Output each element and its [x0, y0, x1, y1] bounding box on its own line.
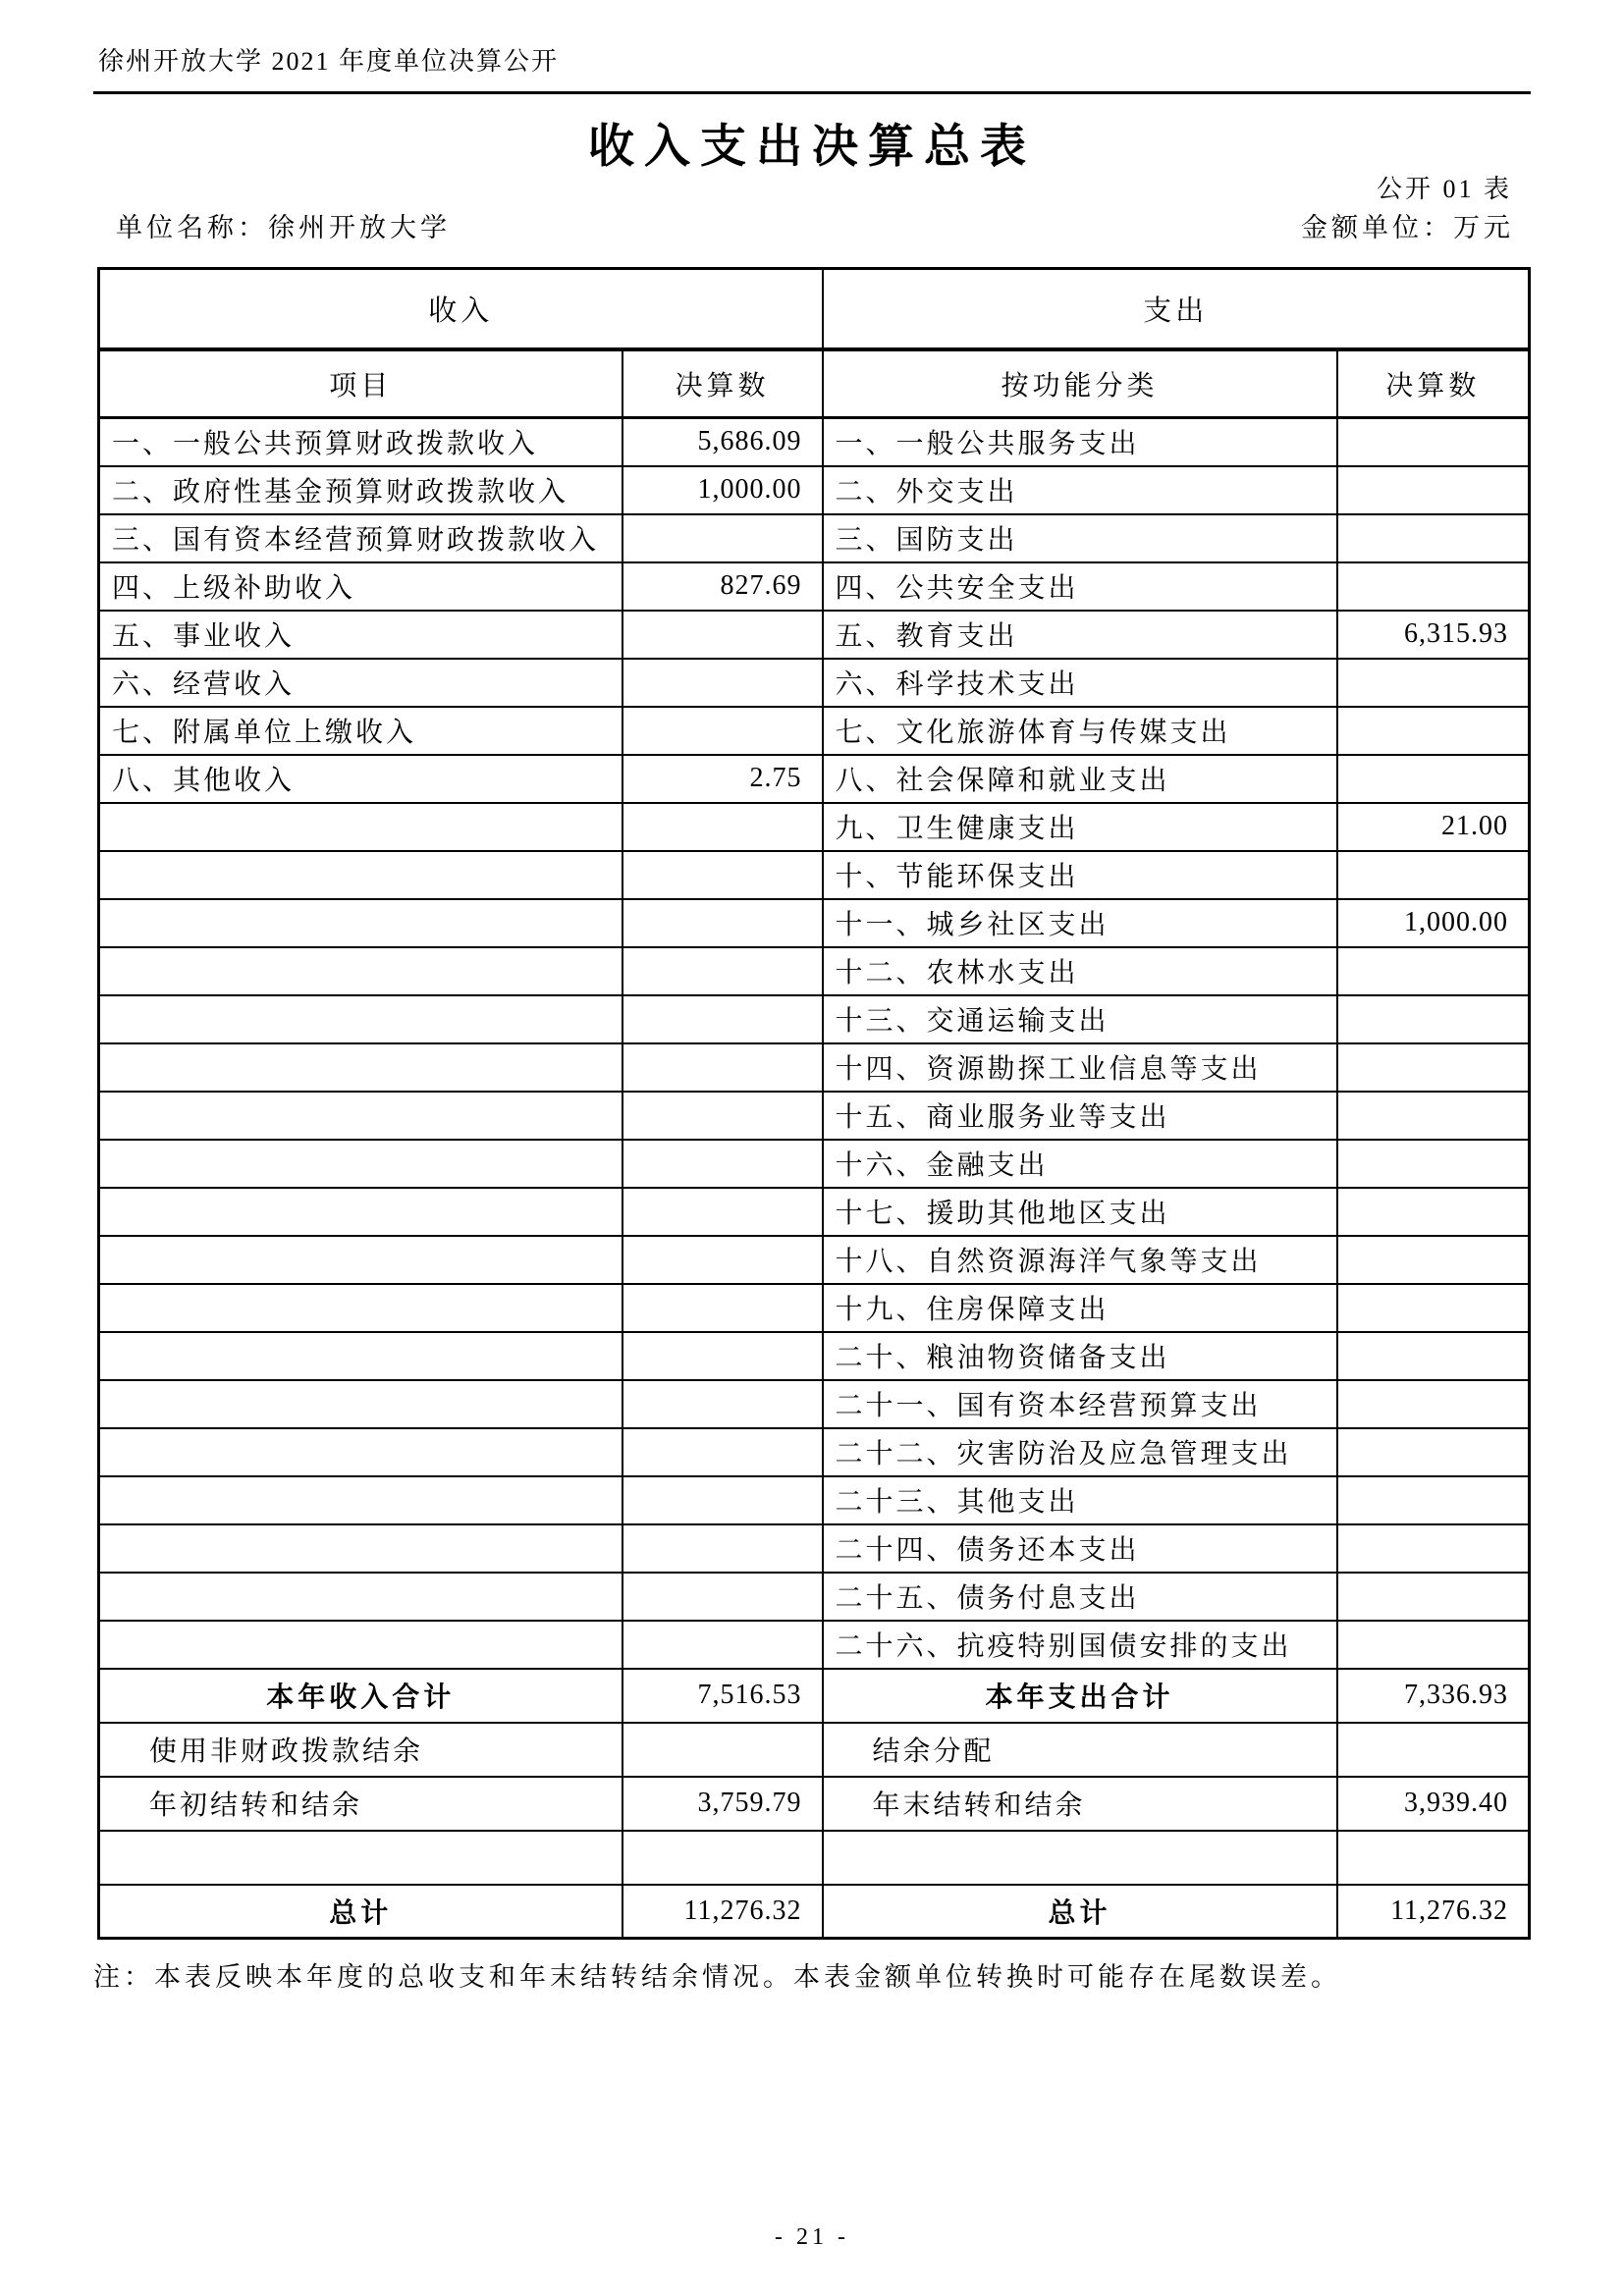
expense-value-cell	[1337, 1092, 1530, 1140]
expense-value-cell	[1337, 1332, 1530, 1380]
expense-item-cell: 九、卫生健康支出	[823, 803, 1337, 851]
expense-item-cell: 本年支出合计	[823, 1669, 1337, 1723]
income-item-cell	[99, 1573, 623, 1621]
table-row	[99, 1332, 1530, 1380]
income-item-cell	[99, 1524, 623, 1573]
income-item-cell	[99, 1043, 623, 1092]
income-item-cell: 总计	[99, 1885, 623, 1939]
table-row	[99, 1284, 1530, 1332]
table-row	[99, 659, 1530, 707]
table-number: 公开 01 表	[1376, 175, 1512, 203]
expense-value-cell	[1337, 947, 1530, 995]
summary-row	[99, 1831, 1530, 1885]
expense-item-cell: 十一、城乡社区支出	[823, 899, 1337, 947]
col-header-income-item: 项目	[99, 349, 623, 418]
expense-value-cell	[1337, 1043, 1530, 1092]
income-item-cell	[99, 1332, 623, 1380]
column-header-row	[99, 349, 1530, 418]
income-value-cell	[623, 947, 823, 995]
expense-value-cell	[1337, 418, 1530, 466]
expense-section-header: 支出	[823, 269, 1530, 349]
unit-name: 单位名称：徐州开放大学	[116, 213, 451, 242]
income-item-cell	[99, 899, 623, 947]
income-value-cell	[623, 1524, 823, 1573]
expense-item-cell: 二、外交支出	[823, 466, 1337, 514]
expense-item-cell: 二十四、债务还本支出	[823, 1524, 1337, 1573]
income-item-cell: 八、其他收入	[99, 755, 623, 803]
income-value-cell	[623, 1831, 823, 1885]
income-value-cell	[623, 995, 823, 1043]
expense-item-cell: 年末结转和结余	[823, 1777, 1337, 1831]
expense-item-cell: 十七、援助其他地区支出	[823, 1188, 1337, 1236]
expense-item-cell: 二十六、抗疫特别国债安排的支出	[823, 1621, 1337, 1669]
income-item-cell	[99, 947, 623, 995]
income-value-cell	[623, 1621, 823, 1669]
table-row	[99, 995, 1530, 1043]
col-header-expense-amount: 决算数	[1337, 349, 1530, 418]
income-item-cell	[99, 1476, 623, 1524]
summary-row	[99, 1885, 1530, 1939]
expense-value-cell: 11,276.32	[1337, 1885, 1530, 1939]
expense-value-cell	[1337, 1476, 1530, 1524]
table-row	[99, 514, 1530, 562]
expense-value-cell	[1337, 466, 1530, 514]
table-row	[99, 1428, 1530, 1476]
expense-item-cell: 五、教育支出	[823, 611, 1337, 659]
expense-value-cell	[1337, 995, 1530, 1043]
income-item-cell	[99, 803, 623, 851]
income-item-cell: 二、政府性基金预算财政拨款收入	[99, 466, 623, 514]
table-row	[99, 803, 1530, 851]
expense-item-cell: 十五、商业服务业等支出	[823, 1092, 1337, 1140]
income-value-cell	[623, 1140, 823, 1188]
table-container	[97, 267, 1531, 1940]
income-item-cell	[99, 1380, 623, 1428]
expense-item-cell: 十四、资源勘探工业信息等支出	[823, 1043, 1337, 1092]
income-value-cell	[623, 1236, 823, 1284]
table-row	[99, 1573, 1530, 1621]
expense-item-cell: 一、一般公共服务支出	[823, 418, 1337, 466]
income-item-cell: 使用非财政拨款结余	[99, 1723, 623, 1777]
expense-item-cell: 十三、交通运输支出	[823, 995, 1337, 1043]
expense-value-cell: 21.00	[1337, 803, 1530, 851]
income-item-cell: 七、附属单位上缴收入	[99, 707, 623, 755]
income-item-cell	[99, 1428, 623, 1476]
table-note: 注：本表反映本年度的总收支和年末结转结余情况。本表金额单位转换时可能存在尾数误差。	[93, 1962, 1341, 1992]
table-row	[99, 1380, 1530, 1428]
expense-value-cell: 7,336.93	[1337, 1669, 1530, 1723]
expense-item-cell: 二十、粮油物资储备支出	[823, 1332, 1337, 1380]
table-row	[99, 1043, 1530, 1092]
expense-item-cell: 十、节能环保支出	[823, 851, 1337, 899]
table-row	[99, 611, 1530, 659]
table-row	[99, 947, 1530, 995]
expense-item-cell: 六、科学技术支出	[823, 659, 1337, 707]
income-value-cell	[623, 803, 823, 851]
income-item-cell	[99, 1236, 623, 1284]
expense-item-cell: 二十二、灾害防治及应急管理支出	[823, 1428, 1337, 1476]
summary-row	[99, 1723, 1530, 1777]
expense-item-cell: 二十一、国有资本经营预算支出	[823, 1380, 1337, 1428]
section-header-row	[99, 269, 1530, 349]
income-item-cell: 三、国有资本经营预算财政拨款收入	[99, 514, 623, 562]
expense-value-cell	[1337, 1524, 1530, 1573]
expense-item-cell: 七、文化旅游体育与传媒支出	[823, 707, 1337, 755]
table-row	[99, 707, 1530, 755]
table-row	[99, 466, 1530, 514]
expense-value-cell	[1337, 1140, 1530, 1188]
expense-item-cell	[823, 1831, 1337, 1885]
income-item-cell: 六、经营收入	[99, 659, 623, 707]
expense-value-cell	[1337, 1428, 1530, 1476]
expense-value-cell	[1337, 1236, 1530, 1284]
col-header-expense-item: 按功能分类	[823, 349, 1337, 418]
income-item-cell	[99, 1621, 623, 1669]
expense-value-cell	[1337, 1188, 1530, 1236]
expense-value-cell	[1337, 1380, 1530, 1428]
table-row	[99, 1092, 1530, 1140]
expense-item-cell: 二十五、债务付息支出	[823, 1573, 1337, 1621]
expense-item-cell: 十二、农林水支出	[823, 947, 1337, 995]
expense-item-cell: 结余分配	[823, 1723, 1337, 1777]
expense-value-cell	[1337, 514, 1530, 562]
expense-item-cell: 总计	[823, 1885, 1337, 1939]
income-value-cell	[623, 1428, 823, 1476]
doc-header: 徐州开放大学 2021 年度单位决算公开	[98, 47, 560, 76]
expense-value-cell	[1337, 659, 1530, 707]
income-value-cell	[623, 514, 823, 562]
table-row	[99, 1140, 1530, 1188]
expense-item-cell: 二十三、其他支出	[823, 1476, 1337, 1524]
expense-value-cell	[1337, 755, 1530, 803]
income-value-cell: 7,516.53	[623, 1669, 823, 1723]
income-value-cell	[623, 1380, 823, 1428]
budget-summary-table	[97, 267, 1531, 1940]
table-row	[99, 851, 1530, 899]
expense-item-cell: 十九、住房保障支出	[823, 1284, 1337, 1332]
expense-value-cell	[1337, 1621, 1530, 1669]
income-section-header: 收入	[99, 269, 823, 349]
income-value-cell	[623, 659, 823, 707]
table-row	[99, 562, 1530, 611]
amount-unit: 金额单位：万元	[1301, 213, 1514, 242]
expense-value-cell: 6,315.93	[1337, 611, 1530, 659]
header-rule	[93, 91, 1531, 94]
table-row	[99, 1476, 1530, 1524]
income-value-cell	[623, 1043, 823, 1092]
table-row	[99, 755, 1530, 803]
expense-value-cell: 1,000.00	[1337, 899, 1530, 947]
income-item-cell	[99, 1831, 623, 1885]
income-item-cell: 四、上级补助收入	[99, 562, 623, 611]
expense-value-cell	[1337, 851, 1530, 899]
income-value-cell	[623, 1332, 823, 1380]
income-value-cell	[623, 851, 823, 899]
expense-item-cell: 三、国防支出	[823, 514, 1337, 562]
summary-row	[99, 1669, 1530, 1723]
expense-value-cell: 3,939.40	[1337, 1777, 1530, 1831]
expense-value-cell	[1337, 562, 1530, 611]
income-value-cell: 3,759.79	[623, 1777, 823, 1831]
income-value-cell	[623, 1723, 823, 1777]
table-row	[99, 1524, 1530, 1573]
table-row	[99, 1236, 1530, 1284]
income-value-cell	[623, 1476, 823, 1524]
meta-row	[116, 206, 1514, 244]
table-row	[99, 1188, 1530, 1236]
income-value-cell: 5,686.09	[623, 418, 823, 466]
income-item-cell	[99, 1140, 623, 1188]
expense-value-cell	[1337, 1573, 1530, 1621]
income-item-cell: 年初结转和结余	[99, 1777, 623, 1831]
income-item-cell	[99, 851, 623, 899]
expense-item-cell: 八、社会保障和就业支出	[823, 755, 1337, 803]
table-row	[99, 899, 1530, 947]
income-item-cell	[99, 1092, 623, 1140]
income-value-cell: 1,000.00	[623, 466, 823, 514]
expense-item-cell: 四、公共安全支出	[823, 562, 1337, 611]
page-number: - 21 -	[775, 2224, 849, 2250]
expense-value-cell	[1337, 1723, 1530, 1777]
income-item-cell	[99, 995, 623, 1043]
col-header-income-amount: 决算数	[623, 349, 823, 418]
income-value-cell	[623, 1188, 823, 1236]
table-row	[99, 1621, 1530, 1669]
expense-value-cell	[1337, 1831, 1530, 1885]
expense-item-cell: 十六、金融支出	[823, 1140, 1337, 1188]
expense-value-cell	[1337, 1284, 1530, 1332]
income-value-cell: 2.75	[623, 755, 823, 803]
income-value-cell	[623, 707, 823, 755]
income-value-cell	[623, 611, 823, 659]
income-value-cell	[623, 1284, 823, 1332]
income-item-cell: 一、一般公共预算财政拨款收入	[99, 418, 623, 466]
page-title: 收入支出决算总表	[588, 122, 1036, 173]
income-item-cell	[99, 1188, 623, 1236]
income-item-cell: 本年收入合计	[99, 1669, 623, 1723]
income-value-cell	[623, 899, 823, 947]
income-item-cell	[99, 1284, 623, 1332]
income-value-cell: 11,276.32	[623, 1885, 823, 1939]
income-item-cell: 五、事业收入	[99, 611, 623, 659]
income-value-cell	[623, 1573, 823, 1621]
table-row	[99, 418, 1530, 466]
expense-item-cell: 十八、自然资源海洋气象等支出	[823, 1236, 1337, 1284]
expense-value-cell	[1337, 707, 1530, 755]
income-value-cell: 827.69	[623, 562, 823, 611]
income-value-cell	[623, 1092, 823, 1140]
summary-row	[99, 1777, 1530, 1831]
